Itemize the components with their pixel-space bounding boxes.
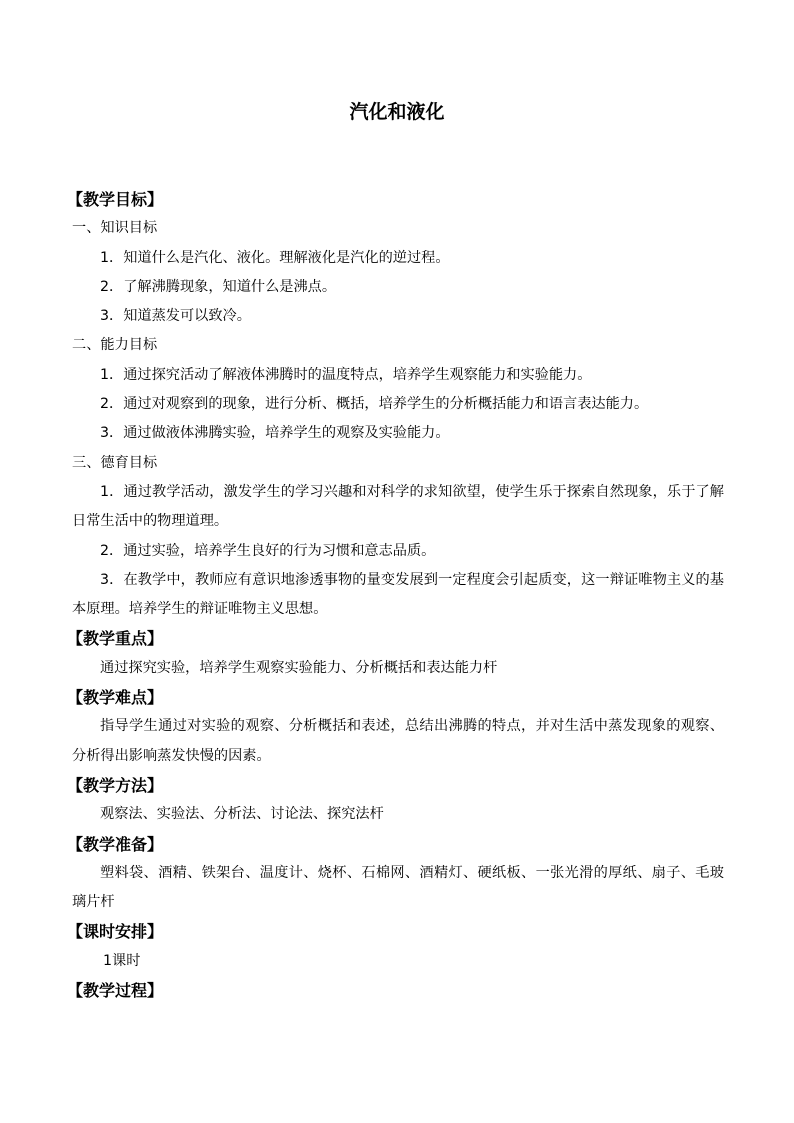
preparation-text: 塑料袋、酒精、铁架台、温度计、烧杯、石棉网、酒精灯、硬纸板、一张光滑的厚纸、扇子、毛玻璃片杆 <box>72 864 724 911</box>
section-heading-preparation: 【教学准备】 <box>67 834 164 854</box>
subheading-ability: 二、能力目标 <box>72 337 158 354</box>
list-item: 2．了解沸腾现象，知道什么是沸点。 <box>100 278 337 295</box>
list-item: 3．通过做液体沸腾实验，培养学生的观察及实验能力。 <box>100 425 450 442</box>
list-item: 1．通过教学活动，激发学生的学习兴趣和对科学的求知欲望，使学生乐于探索自然现象，乐于了解日常生活中的物理道理。 <box>72 483 724 530</box>
document-body <box>67 185 724 1005</box>
section-heading-difficulties: 【教学难点】 <box>67 688 164 708</box>
list-item: 1．知道什么是汽化、液化。理解液化是汽化的逆过程。 <box>100 249 450 266</box>
difficulties-text: 指导学生通过对实验的观察、分析概括和表述，总结出沸腾的特点，并对生活中蒸发现象的观察、分析得出影响蒸发快慢的因素。 <box>72 718 724 764</box>
section-heading-key-points: 【教学重点】 <box>67 629 164 649</box>
methods-text: 观察法、实验法、分析法、讨论法、探究法杆 <box>100 806 384 823</box>
key-points-text: 通过探究实验，培养学生观察实验能力、分析概括和表达能力杆 <box>100 659 498 676</box>
list-item: 1．通过探究活动了解液体沸腾时的温度特点，培养学生观察能力和实验能力。 <box>100 366 592 383</box>
list-item: 3．知道蒸发可以致冷。 <box>100 308 251 325</box>
section-heading-methods: 【教学方法】 <box>67 775 164 795</box>
section-heading-schedule: 【课时安排】 <box>67 922 164 942</box>
list-item: 2．通过对观察到的现象，进行分析、概括，培养学生的分析概括能力和语言表达能力。 <box>100 396 649 413</box>
schedule-text: 1课时 <box>103 952 141 969</box>
section-heading-process: 【教学过程】 <box>67 981 164 1001</box>
subheading-knowledge: 一、知识目标 <box>72 220 158 237</box>
list-item: 3．在教学中，教师应有意识地渗透事物的量变发展到一定程度会引起质变，这一辩证唯物主义的基本原理。培养学生的辩证唯物主义思想。 <box>72 571 724 618</box>
subheading-moral: 三、德育目标 <box>72 454 158 471</box>
page-title: 汽化和液化 <box>349 101 445 123</box>
section-heading-goals: 【教学目标】 <box>67 190 164 209</box>
list-item: 2．通过实验，培养学生良好的行为习惯和意志品质。 <box>100 542 436 559</box>
